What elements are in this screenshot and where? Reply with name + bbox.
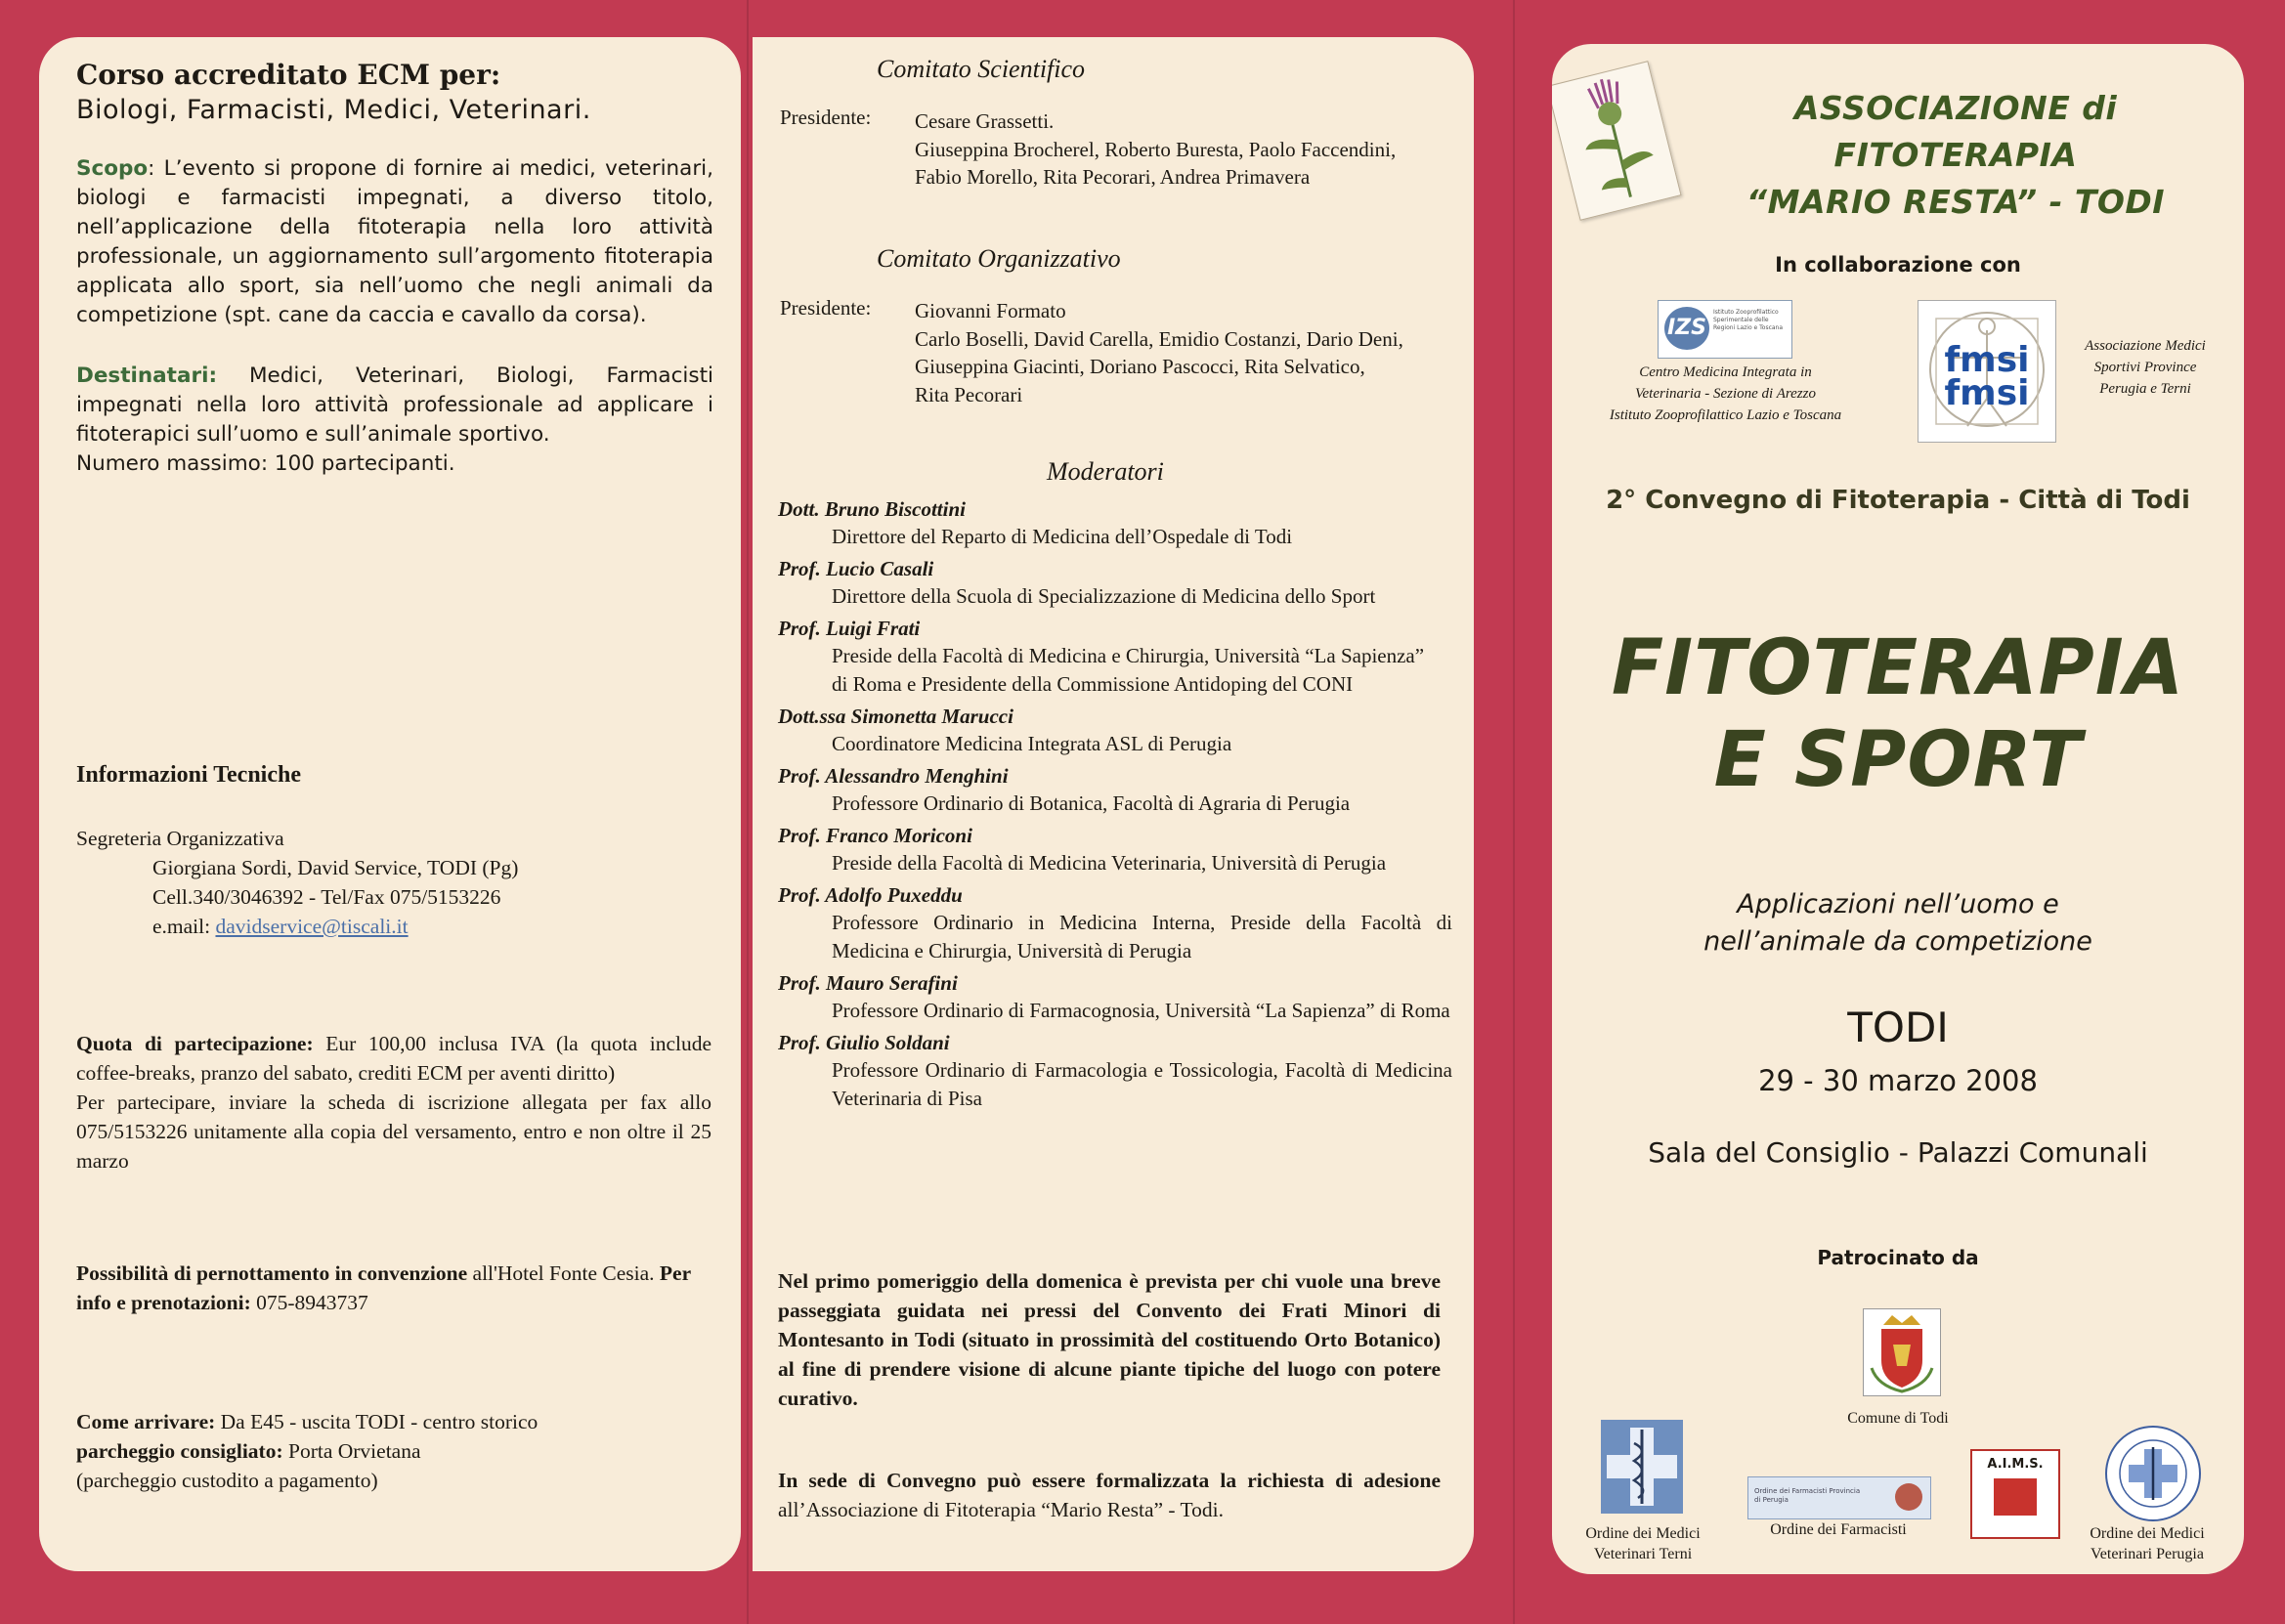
email-label: e.mail: <box>152 915 216 938</box>
collaborazione-label: In collaborazione con <box>1775 253 2021 277</box>
moderator-name: Prof. Alessandro Menghini <box>778 764 1009 788</box>
ecm-audience: Biologi, Farmacisti, Medici, Veterinari. <box>76 95 591 125</box>
comune-todi-crest <box>1863 1308 1941 1396</box>
moderator-item <box>778 882 1462 965</box>
aims-mark-icon <box>1994 1478 2037 1516</box>
destinatari-paragraph <box>76 362 713 449</box>
quota-paragraph-2: Per partecipare, inviare la scheda di iscrizione allegata per fax allo 075/5153226 unitamente alla copia del versamento, entro e non oltre il 25 marzo <box>76 1090 711 1173</box>
adesione-text-b: all’Associazione di Fitoterapia “Mario Resta” - Todi. <box>778 1498 1225 1521</box>
segreteria-title: Segreteria Organizzativa <box>76 827 284 850</box>
izs-logo-mark: IZS <box>1664 307 1709 350</box>
email-link[interactable]: davidservice@tiscali.it <box>215 915 409 938</box>
event-subtitle <box>1552 886 2244 961</box>
fmsi-caption-line2: Sportivi Province <box>2093 360 2197 375</box>
event-dates: 29 - 30 marzo 2008 <box>1758 1064 2038 1097</box>
moderator-role: Preside della Facoltà di Medicina Veterinaria, Università di Perugia <box>832 851 1387 875</box>
parcheggio-note: (parcheggio custodito a pagamento) <box>76 1469 378 1492</box>
scopo-label: Scopo <box>76 156 149 181</box>
moderator-item <box>778 970 1462 1025</box>
moderator-role: Professore Ordinario di Botanica, Facoltà di Agraria di Perugia <box>832 791 1351 815</box>
ordine-perugia-logo <box>2105 1426 2201 1521</box>
event-venue: Sala del Consiglio - Palazzi Comunali <box>1648 1136 2148 1169</box>
moderator-item <box>778 556 1462 611</box>
farmacisti-seal-icon <box>1895 1483 1922 1511</box>
org-members <box>915 297 1423 408</box>
arrivare-text: Da E45 - uscita TODI - centro storico <box>215 1410 539 1433</box>
moderators-list <box>778 496 1462 1113</box>
info-tecniche-title: Informazioni Tecniche <box>76 762 302 788</box>
quota-text: Eur 100,00 inclusa IVA (la quota include coffee-breaks, pranzo del sabato, crediti ECM per aventi diritto) <box>76 1032 712 1085</box>
fmsi-logo-text-1: fmsi <box>1944 340 2030 380</box>
fmsi-logo-text-2: fmsi <box>1944 373 2030 413</box>
moderator-role: Preside della Facoltà di Medicina e Chirurgia, Università “La Sapienza” <box>832 644 1425 667</box>
moderator-role: Direttore della Scuola di Specializzazione di Medicina dello Sport <box>832 584 1376 608</box>
scopo-paragraph <box>76 154 713 330</box>
ordine-terni-logo <box>1601 1420 1683 1514</box>
segreteria-email-row <box>152 912 711 941</box>
moderator-item <box>778 1030 1462 1113</box>
org-president-name: Giovanni Formato <box>915 299 1066 322</box>
org-members-list-2: Rita Pecorari <box>915 382 1023 406</box>
moderator-name: Prof. Lucio Casali <box>778 557 934 580</box>
sci-members-list: Giuseppina Brocherel, Roberto Buresta, Paolo Faccendini, Fabio Morello, Rita Pecorari, Andrea Primavera <box>915 137 1397 189</box>
pernottamento-info-label: Per info e prenotazioni: <box>76 1261 691 1314</box>
association-line1: ASSOCIAZIONE di FITOTERAPIA <box>1793 89 2118 174</box>
farmacisti-logo-text: Ordine dei Farmacisti Provincia di Perugia <box>1754 1487 1861 1504</box>
ordine-perugia-caption <box>2050 1523 2244 1564</box>
org-members-list: Carlo Boselli, David Carella, Emidio Costanzi, Dario Deni, Giuseppina Giacinti, Doriano Pascocci, Rita Selvatico, <box>915 326 1403 378</box>
izs-caption-line3: Istituto Zooprofilattico Lazio e Toscana <box>1609 407 1842 423</box>
moderator-item <box>778 763 1462 818</box>
caduceus-seal-icon <box>2107 1428 2199 1519</box>
fmsi-logo-text <box>1936 340 2038 413</box>
moderator-role-2: di Roma e Presidente della Commissione Antidoping del CONI <box>832 672 1354 696</box>
parcheggio-label: parcheggio consigliato: <box>76 1439 283 1463</box>
aims-logo-text: A.I.M.S. <box>1987 1457 2044 1472</box>
max-participants: Numero massimo: 100 partecipanti. <box>76 451 455 476</box>
quota-block <box>76 1029 711 1175</box>
ordine-perugia-line2: Veterinari Perugia <box>2091 1546 2204 1562</box>
ordine-perugia-line1: Ordine dei Medici <box>2090 1525 2205 1542</box>
moderatori-title: Moderatori <box>1047 457 1164 486</box>
sci-president-name: Cesare Grassetti. <box>915 109 1055 133</box>
fold-line-left <box>747 0 749 1624</box>
association-name <box>1667 85 2244 226</box>
arrivare-label: Come arrivare: <box>76 1410 216 1433</box>
fmsi-caption <box>2062 335 2228 400</box>
comitato-organizzativo-title: Comitato Organizzativo <box>877 244 1121 273</box>
scopo-text: : L’evento si propone di fornire ai medici, veterinari, biologi e farmacisti impegnati, a diverso titolo, nell’applicazione della fitoterapia nella loro attività professionale, un aggiornamento sull’argomento fitoterapia applicata allo sport, sia nell’uomo che negli animali da competizione (spt. cane da caccia e cavallo da corsa). <box>76 156 713 327</box>
parcheggio-text: Porta Orvietana <box>282 1439 421 1463</box>
izs-logo-caption: Istituto Zooprofilattico Sperimentale delle Regioni Lazio e Toscana <box>1713 309 1784 331</box>
segreteria-line2: Cell.340/3046392 - Tel/Fax 075/5153226 <box>152 885 501 909</box>
panel-cover <box>1552 44 2244 1574</box>
moderator-role: Professore Ordinario in Medicina Interna, Preside della Facoltà di Medicina e Chirurgia, Università di Perugia <box>832 911 1452 962</box>
moderator-name: Dott.ssa Simonetta Marucci <box>778 705 1013 728</box>
org-president-label: Presidente: <box>780 296 872 320</box>
moderator-item <box>778 616 1462 699</box>
quota-paragraph <box>76 1029 711 1088</box>
thistle-icon <box>1552 62 1680 219</box>
pernottamento-text: all'Hotel Fonte Cesia. <box>467 1261 655 1285</box>
destinatari-label: Destinatari: <box>76 363 218 388</box>
segreteria-line1: Giorgiana Sordi, David Service, TODI (Pg) <box>152 856 519 879</box>
event-title-line2: E SPORT <box>1713 716 2083 804</box>
izs-caption-line2: Veterinaria - Sezione di Arezzo <box>1635 386 1816 402</box>
event-title-line1: FITOTERAPIA <box>1611 624 2185 712</box>
association-line2: “MARIO RESTA” - TODI <box>1746 183 2166 221</box>
sci-president-label: Presidente: <box>780 106 872 129</box>
come-arrivare-block <box>76 1407 711 1495</box>
ordine-terni-caption <box>1552 1523 1734 1564</box>
moderator-role: Professore Ordinario di Farmacognosia, Università “La Sapienza” di Roma <box>832 999 1450 1022</box>
pernottamento-block <box>76 1259 711 1317</box>
moderator-name: Prof. Luigi Frati <box>778 617 921 640</box>
patrocinato-label: Patrocinato da <box>1817 1246 1979 1269</box>
moderator-item <box>778 496 1462 551</box>
moderator-item <box>778 704 1462 758</box>
fmsi-caption-line3: Perugia e Terni <box>2099 381 2191 397</box>
event-title <box>1552 622 2244 806</box>
adesione-paragraph <box>778 1466 1441 1524</box>
moderator-role: Coordinatore Medicina Integrata ASL di Perugia <box>832 732 1232 755</box>
event-subtitle-line2: nell’animale da competizione <box>1703 926 2092 957</box>
moderator-role: Professore Ordinario di Farmacologia e Tossicologia, Facoltà di Medicina Veterinaria di Pisa <box>832 1058 1452 1110</box>
fold-line-right <box>1513 0 1515 1624</box>
pernottamento-info-text: 075-8943737 <box>250 1291 368 1314</box>
farmacisti-caption: Ordine dei Farmacisti <box>1770 1521 1907 1538</box>
passeggiata-paragraph: Nel primo pomeriggio della domenica è prevista per chi vuole una breve passeggiata guidata nei pressi del Convento dei Frati Minori di Montesanto in Todi (situato in prossimità del costituendo Orto Botanico) al fine di prendere visione di alcune piante tipiche del luogo con potere curativo. <box>778 1269 1441 1410</box>
adesione-text-a: In sede di Convegno può essere formalizzata la richiesta di adesione <box>778 1469 1441 1492</box>
convegno-title: 2° Convegno di Fitoterapia - Città di Todi <box>1606 486 2190 515</box>
panel-left <box>39 37 741 1571</box>
fmsi-logo <box>1918 300 2056 443</box>
ordine-terni-line1: Ordine dei Medici <box>1585 1525 1701 1542</box>
sci-members <box>915 107 1423 192</box>
moderator-name: Dott. Bruno Biscottini <box>778 497 966 521</box>
moderator-role: Direttore del Reparto di Medicina dell’Ospedale di Todi <box>832 525 1293 548</box>
event-subtitle-line1: Applicazioni nell’uomo e <box>1737 889 2059 919</box>
moderator-name: Prof. Giulio Soldani <box>778 1031 950 1054</box>
moderator-name: Prof. Franco Moriconi <box>778 824 972 847</box>
pernottamento-label: Possibilità di pernottamento in convenzione <box>76 1261 468 1285</box>
moderator-name: Prof. Adolfo Puxeddu <box>778 883 963 907</box>
segreteria-block <box>76 824 711 941</box>
event-city: TODI <box>1847 1004 1949 1051</box>
comitato-scientifico-title: Comitato Scientifico <box>877 55 1086 83</box>
ordine-terni-line2: Veterinari Terni <box>1593 1546 1693 1562</box>
thistle-illustration <box>1552 61 1682 221</box>
caduceus-icon <box>1601 1420 1683 1514</box>
moderator-name: Prof. Mauro Serafini <box>778 971 958 995</box>
moderator-item <box>778 823 1462 877</box>
comune-caption: Comune di Todi <box>1847 1410 1949 1427</box>
fmsi-caption-line1: Associazione Medici <box>2085 338 2206 354</box>
izs-caption <box>1572 362 1879 426</box>
quota-label: Quota di partecipazione: <box>76 1032 314 1055</box>
panel-middle <box>753 37 1474 1571</box>
izs-logo <box>1658 300 1792 359</box>
farmacisti-logo <box>1747 1476 1931 1519</box>
crest-icon <box>1864 1309 1940 1395</box>
aims-logo <box>1970 1449 2060 1539</box>
izs-caption-line1: Centro Medicina Integrata in <box>1639 364 1812 380</box>
ecm-heading: Corso accreditato ECM per: <box>76 59 501 91</box>
destinatari-text: Medici, Veterinari, Biologi, Farmacisti impegnati nella loro attività professionale ad applicare i fitoterapici sull’uomo e sull’animale sportivo. <box>76 363 713 447</box>
